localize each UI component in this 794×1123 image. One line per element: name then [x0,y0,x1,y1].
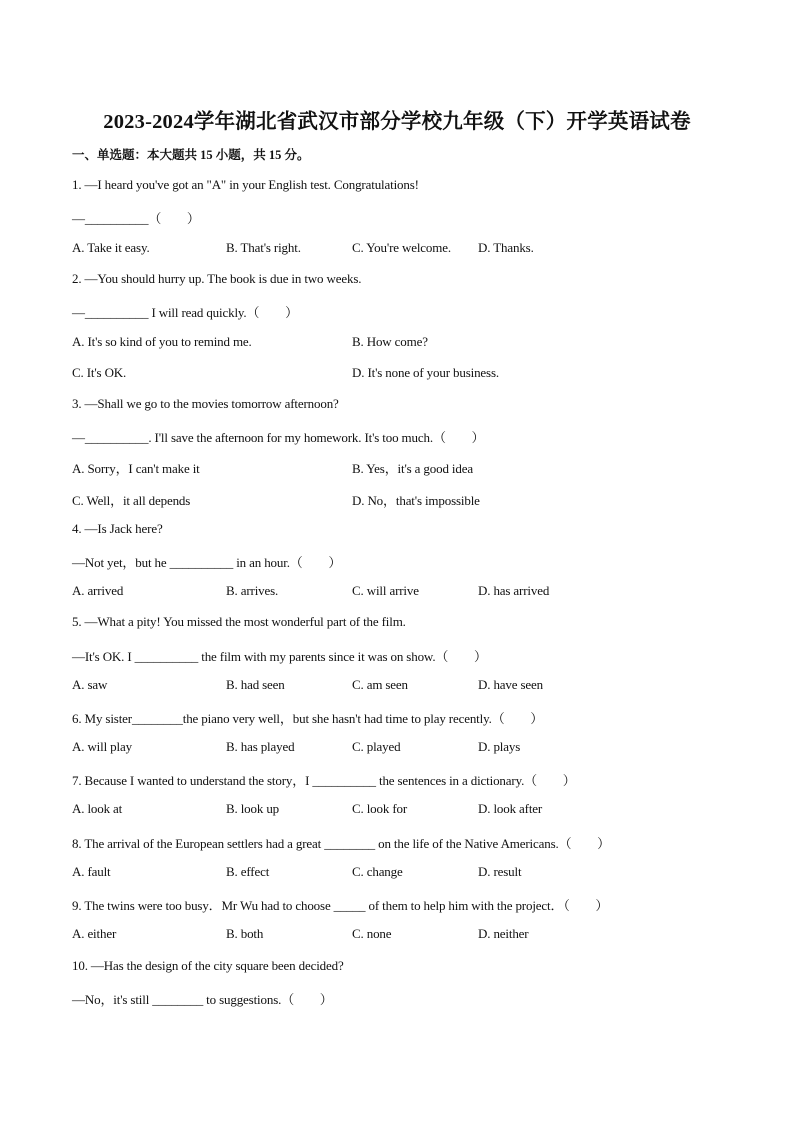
q7-option-a: A. look at [72,801,123,816]
q2-option-c: C. It's OK. [72,365,127,380]
q5-option-d: D. have seen [478,677,543,692]
q9-option-a: A. either [72,926,117,941]
q10-response: —No，it's still ________ to suggestions.（ ） [72,992,333,1007]
q3-response: —__________. I'll save the afternoon for my homework. It's too much.（ ） [72,430,485,445]
q6-option-d: D. plays [478,739,521,754]
q4-stem: 4. —Is Jack here? [72,521,163,536]
q7-option-b: B. look up [226,801,280,816]
q2-option-d: D. It's none of your business. [352,365,499,380]
q6-option-c: C. played [352,739,401,754]
q1-option-b: B. That's right. [226,240,301,255]
q3-option-d: D. No，that's impossible [352,493,480,508]
q4-option-b: B. arrives. [226,583,279,598]
q2-stem: 2. —You should hurry up. The book is due in two weeks. [72,271,362,286]
q6-option-b: B. has played [226,739,295,754]
q8-option-d: D. result [478,864,522,879]
q4-option-a: A. arrived [72,583,124,598]
q4-option-c: C. will arrive [352,583,419,598]
q3-stem: 3. —Shall we go to the movies tomorrow afternoon? [72,396,339,411]
q9-option-c: C. none [352,926,392,941]
q7-option-d: D. look after [478,801,543,816]
q8-option-a: A. fault [72,864,111,879]
q3-option-a: A. Sorry，I can't make it [72,461,200,476]
q8-option-b: B. effect [226,864,270,879]
q5-option-a: A. saw [72,677,108,692]
q1-option-d: D. Thanks. [478,240,534,255]
q3-option-c: C. Well，it all depends [72,493,191,508]
q2-response: —__________ I will read quickly.（ ） [72,305,298,320]
q3-option-b: B. Yes，it's a good idea [352,461,473,476]
q9-option-d: D. neither [478,926,529,941]
q10-stem: 10. —Has the design of the city square been decided? [72,958,344,973]
q5-option-b: B. had seen [226,677,285,692]
q4-response: —Not yet，but he __________ in an hour.（ ） [72,555,342,570]
q2-option-a: A. It's so kind of you to remind me. [72,334,252,349]
q6-stem: 6. My sister________the piano very well，but she hasn't had time to play recently.（ ） [72,711,544,726]
q1-stem: 1. —I heard you've got an "A" in your English test. Congratulations! [72,177,419,192]
q5-response: —It's OK. I __________ the film with my parents since it was on show.（ ） [72,649,487,664]
q1-option-c: C. You're welcome. [352,240,451,255]
q7-option-c: C. look for [352,801,408,816]
q2-option-b: B. How come? [352,334,428,349]
q8-stem: 8. The arrival of the European settlers had a great ________ on the life of the Native Americans.（ ） [72,836,611,851]
q4-option-d: D. has arrived [478,583,550,598]
q5-option-c: C. am seen [352,677,408,692]
q7-stem: 7. Because I wanted to understand the story，I __________ the sentences in a dictionary.（ ） [72,773,576,788]
q8-option-c: C. change [352,864,403,879]
q9-stem: 9. The twins were too busy．Mr Wu had to choose _____ of them to help him with the project．（ ） [72,898,609,913]
q6-option-a: A. will play [72,739,132,754]
q1-option-a: A. Take it easy. [72,240,150,255]
section-heading: 一、单选题：本大题共 15 小题，共 15 分。 [72,148,310,162]
q5-stem: 5. —What a pity! You missed the most wonderful part of the film. [72,614,406,629]
q1-response: —__________（ ） [72,211,200,226]
q9-option-b: B. both [226,926,264,941]
exam-title: 2023-2024学年湖北省武汉市部分学校九年级（下）开学英语试卷 [103,111,691,133]
